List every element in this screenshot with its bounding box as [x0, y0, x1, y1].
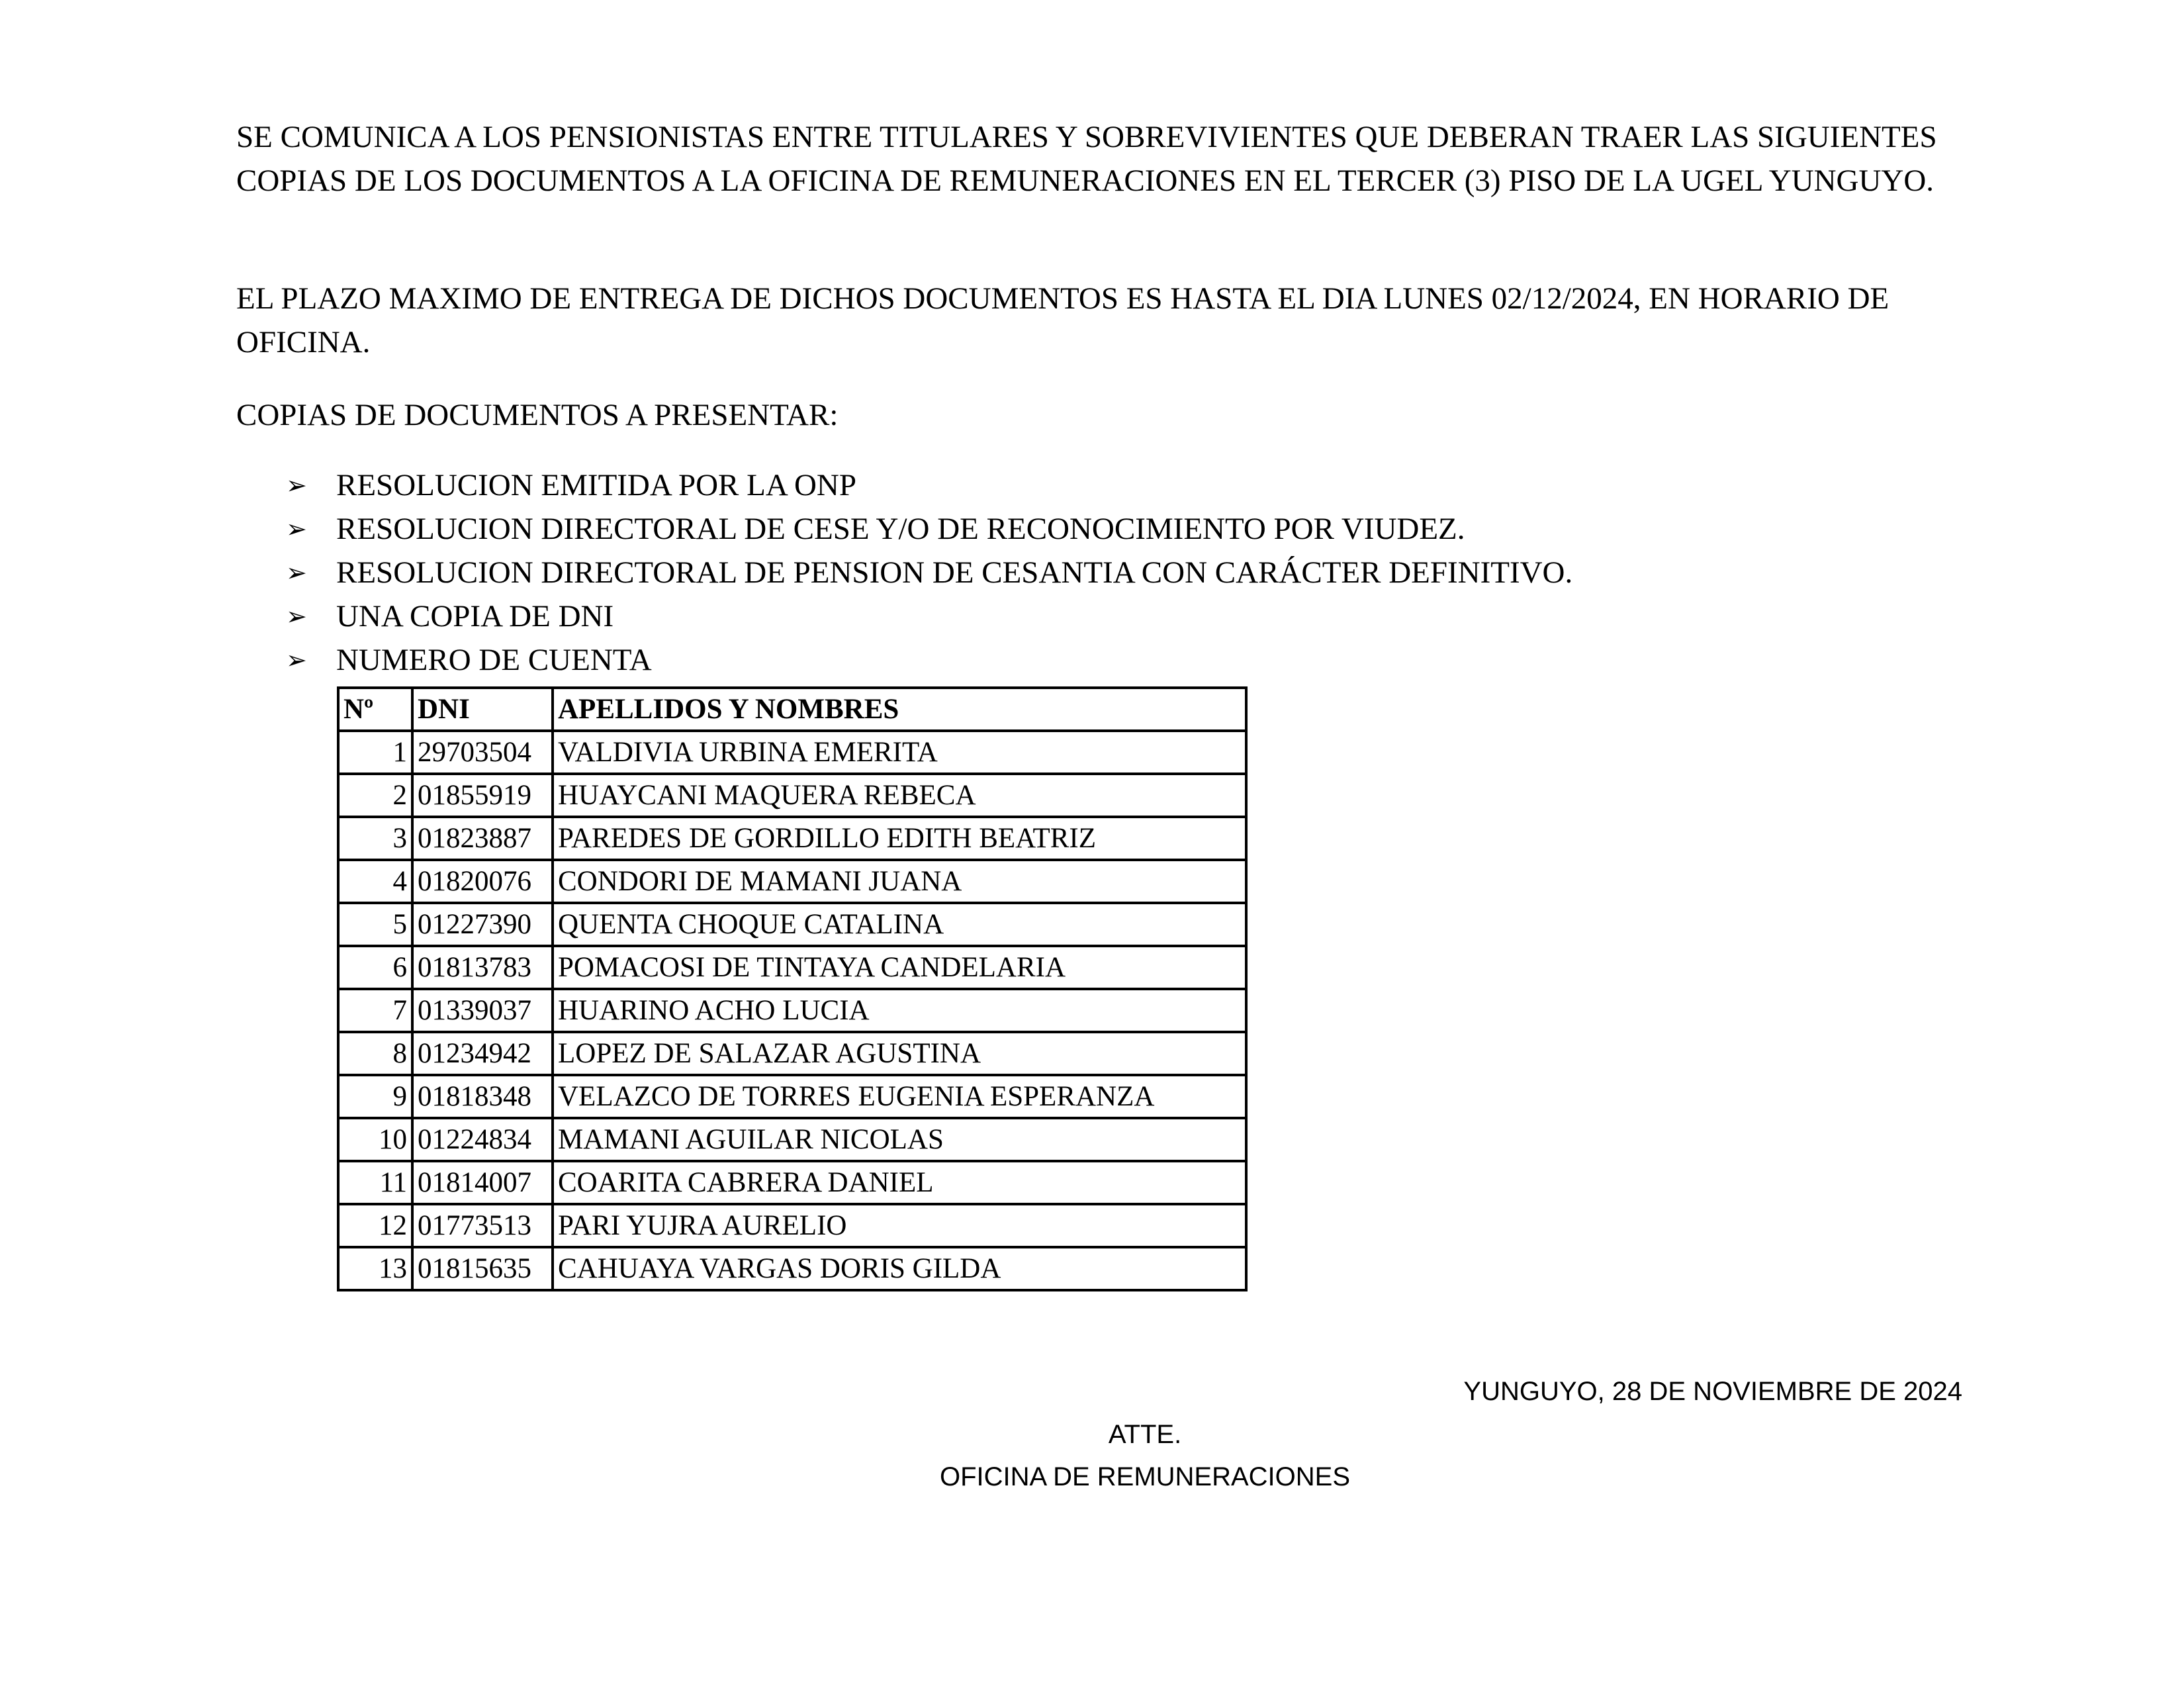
cell-number: 9 — [338, 1075, 412, 1118]
table-row — [338, 1161, 1246, 1204]
cell-number: 13 — [338, 1247, 412, 1290]
table-row — [338, 731, 1246, 774]
cell-number: 2 — [338, 774, 412, 817]
table-row — [338, 1075, 1246, 1118]
cell-number: 10 — [338, 1118, 412, 1161]
arrow-bullet-icon: ➢ — [286, 471, 307, 500]
closing-text: ATTE. — [1108, 1420, 1182, 1449]
list-item — [286, 507, 1572, 551]
cell-number: 1 — [338, 731, 412, 774]
cell-dni: 01224834 — [412, 1118, 553, 1161]
cell-dni: 29703504 — [412, 731, 553, 774]
office-signature: OFICINA DE REMUNERACIONES — [939, 1462, 1351, 1491]
cell-full-name: PAREDES DE GORDILLO EDITH BEATRIZ — [553, 817, 1246, 860]
cell-dni: 01813783 — [412, 946, 553, 989]
table-header-row — [338, 688, 1246, 731]
arrow-bullet-icon: ➢ — [286, 514, 307, 543]
notice-paragraph-intro: SE COMUNICA A LOS PENSIONISTAS ENTRE TITULARES Y SOBREVIVIENTES QUE DEBERAN TRAER LAS SIGUIENTES COPIAS DE LOS DOCUMENTOS A LA OFICINA DE REMUNERACIONES EN EL TERCER (3) PISO DE LA UGEL YUNGUYO. — [236, 120, 1937, 198]
table-row — [338, 1247, 1246, 1290]
table-body — [338, 731, 1246, 1290]
arrow-bullet-icon: ➢ — [286, 602, 307, 631]
cell-full-name: HUAYCANI MAQUERA REBECA — [553, 774, 1246, 817]
table-row — [338, 774, 1246, 817]
cell-dni: 01339037 — [412, 989, 553, 1032]
cell-dni: 01823887 — [412, 817, 553, 860]
documents-heading: COPIAS DE DOCUMENTOS A PRESENTAR: — [236, 398, 839, 432]
column-header-number: Nº — [338, 688, 412, 731]
table-row — [338, 1118, 1246, 1161]
cell-dni: 01855919 — [412, 774, 553, 817]
required-documents-list — [286, 463, 1572, 682]
list-item — [286, 463, 1572, 507]
cell-number: 11 — [338, 1161, 412, 1204]
list-item — [286, 594, 1572, 638]
cell-full-name: CAHUAYA VARGAS DORIS GILDA — [553, 1247, 1246, 1290]
table-row — [338, 946, 1246, 989]
cell-full-name: LOPEZ DE SALAZAR AGUSTINA — [553, 1032, 1246, 1075]
cell-full-name: HUARINO ACHO LUCIA — [553, 989, 1246, 1032]
arrow-bullet-icon: ➢ — [286, 645, 307, 675]
cell-number: 8 — [338, 1032, 412, 1075]
cell-number: 3 — [338, 817, 412, 860]
document-item-label: RESOLUCION DIRECTORAL DE CESE Y/O DE RECONOCIMIENTO POR VIUDEZ. — [336, 512, 1465, 546]
cell-number: 12 — [338, 1204, 412, 1247]
cell-dni: 01227390 — [412, 903, 553, 946]
table-row — [338, 903, 1246, 946]
column-header-dni: DNI — [412, 688, 553, 731]
document-item-label: NUMERO DE CUENTA — [336, 643, 652, 677]
arrow-bullet-icon: ➢ — [286, 558, 307, 587]
cell-number: 6 — [338, 946, 412, 989]
cell-full-name: COARITA CABRERA DANIEL — [553, 1161, 1246, 1204]
cell-full-name: VELAZCO DE TORRES EUGENIA ESPERANZA — [553, 1075, 1246, 1118]
pensioners-table — [337, 686, 1248, 1291]
cell-full-name: MAMANI AGUILAR NICOLAS — [553, 1118, 1246, 1161]
list-item — [286, 638, 1572, 682]
document-item-label: RESOLUCION DIRECTORAL DE PENSION DE CESANTIA CON CARÁCTER DEFINITIVO. — [336, 555, 1573, 590]
cell-number: 4 — [338, 860, 412, 903]
cell-dni: 01234942 — [412, 1032, 553, 1075]
notice-paragraph-deadline: EL PLAZO MAXIMO DE ENTREGA DE DICHOS DOCUMENTOS ES HASTA EL DIA LUNES 02/12/2024, EN HORARIO DE OFICINA. — [236, 281, 1889, 359]
cell-dni: 01818348 — [412, 1075, 553, 1118]
cell-full-name: PARI YUJRA AURELIO — [553, 1204, 1246, 1247]
cell-full-name: VALDIVIA URBINA EMERITA — [553, 731, 1246, 774]
table-row — [338, 989, 1246, 1032]
table-row — [338, 1032, 1246, 1075]
list-item — [286, 551, 1572, 594]
cell-dni: 01814007 — [412, 1161, 553, 1204]
date-line: YUNGUYO, 28 DE NOVIEMBRE DE 2024 — [1463, 1377, 1962, 1406]
table-row — [338, 860, 1246, 903]
cell-number: 5 — [338, 903, 412, 946]
table-row — [338, 1204, 1246, 1247]
table-row — [338, 817, 1246, 860]
column-header-names: APELLIDOS Y NOMBRES — [553, 688, 1246, 731]
document-item-label: RESOLUCION EMITIDA POR LA ONP — [336, 468, 856, 502]
cell-full-name: QUENTA CHOQUE CATALINA — [553, 903, 1246, 946]
cell-dni: 01820076 — [412, 860, 553, 903]
cell-dni: 01773513 — [412, 1204, 553, 1247]
cell-dni: 01815635 — [412, 1247, 553, 1290]
cell-full-name: CONDORI DE MAMANI JUANA — [553, 860, 1246, 903]
cell-full-name: POMACOSI DE TINTAYA CANDELARIA — [553, 946, 1246, 989]
document-item-label: UNA COPIA DE DNI — [336, 599, 614, 633]
cell-number: 7 — [338, 989, 412, 1032]
